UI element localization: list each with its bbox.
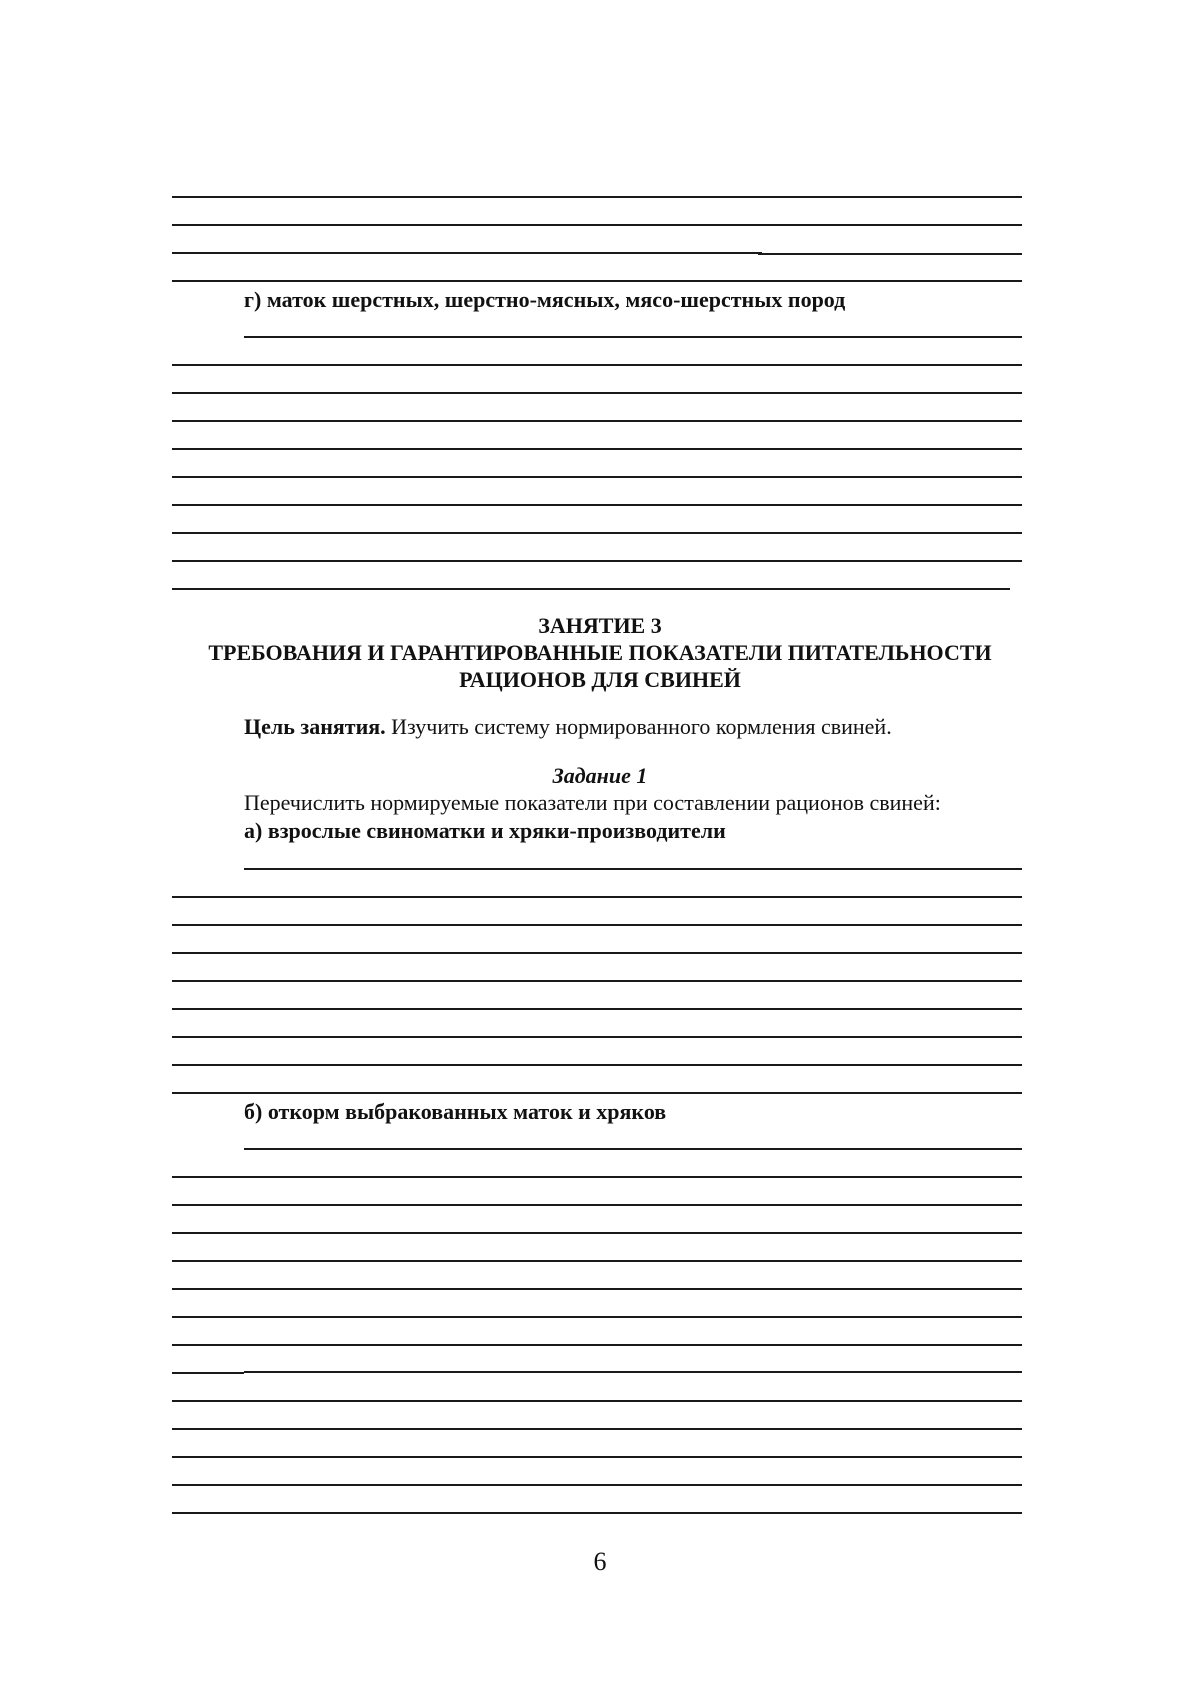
writing-line — [172, 364, 1022, 366]
writing-line — [172, 1344, 1022, 1346]
writing-line — [172, 224, 1022, 226]
writing-line — [172, 1176, 1022, 1178]
writing-line — [172, 924, 1022, 926]
writing-line — [172, 1092, 1022, 1094]
writing-line — [172, 1064, 1022, 1066]
writing-line — [172, 1316, 1022, 1318]
writing-line — [172, 1400, 1022, 1402]
writing-line — [172, 588, 1010, 590]
writing-line — [172, 1232, 1022, 1234]
writing-line — [172, 252, 762, 254]
writing-line — [172, 560, 1022, 562]
writing-line — [172, 504, 1022, 506]
writing-line — [172, 1288, 1022, 1290]
lesson-subtitle-line2: РАЦИОНОВ ДЛЯ СВИНЕЙ — [459, 667, 741, 692]
writing-line — [172, 1372, 244, 1374]
writing-line — [172, 476, 1022, 478]
lesson-goal — [244, 714, 892, 740]
writing-line — [172, 1036, 1022, 1038]
writing-line — [172, 1008, 1022, 1010]
task1-item-b: б) откорм выбракованных маток и хряков — [244, 1099, 667, 1124]
lesson-subtitle-line1: ТРЕБОВАНИЯ И ГАРАНТИРОВАННЫЕ ПОКАЗАТЕЛИ ПИТАТЕЛЬНОСТИ — [208, 640, 992, 665]
writing-line — [172, 448, 1022, 450]
writing-line — [172, 1456, 1022, 1458]
goal-text: Изучить систему нормированного кормления свиней. — [385, 714, 892, 739]
goal-label: Цель занятия. — [244, 714, 386, 739]
writing-line — [244, 868, 1022, 870]
section-g-heading: г) маток шерстных, шерстно-мясных, мясо-шерстных пород — [244, 287, 846, 312]
writing-line — [172, 896, 1022, 898]
writing-line — [172, 280, 1022, 282]
lesson-title: ЗАНЯТИЕ 3 — [538, 613, 662, 638]
writing-line — [172, 532, 1022, 534]
writing-line — [244, 1148, 1022, 1150]
writing-line — [172, 420, 1022, 422]
writing-line — [172, 1204, 1022, 1206]
writing-line — [172, 1260, 1022, 1262]
page-number: 6 — [593, 1547, 607, 1576]
writing-line — [172, 392, 1022, 394]
task1-instruction: Перечислить нормируемые показатели при составлении рационов свиней: — [244, 790, 941, 815]
writing-line — [758, 253, 1022, 255]
writing-line — [172, 1512, 1022, 1514]
task1-title: Задание 1 — [552, 763, 648, 788]
writing-line — [172, 1484, 1022, 1486]
writing-line — [172, 952, 1022, 954]
writing-line — [172, 980, 1022, 982]
task1-item-a: а) взрослые свиноматки и хряки-производители — [244, 818, 726, 843]
writing-line — [172, 196, 1022, 198]
writing-line — [244, 336, 1022, 338]
writing-line — [172, 1428, 1022, 1430]
writing-line — [244, 1371, 1022, 1373]
